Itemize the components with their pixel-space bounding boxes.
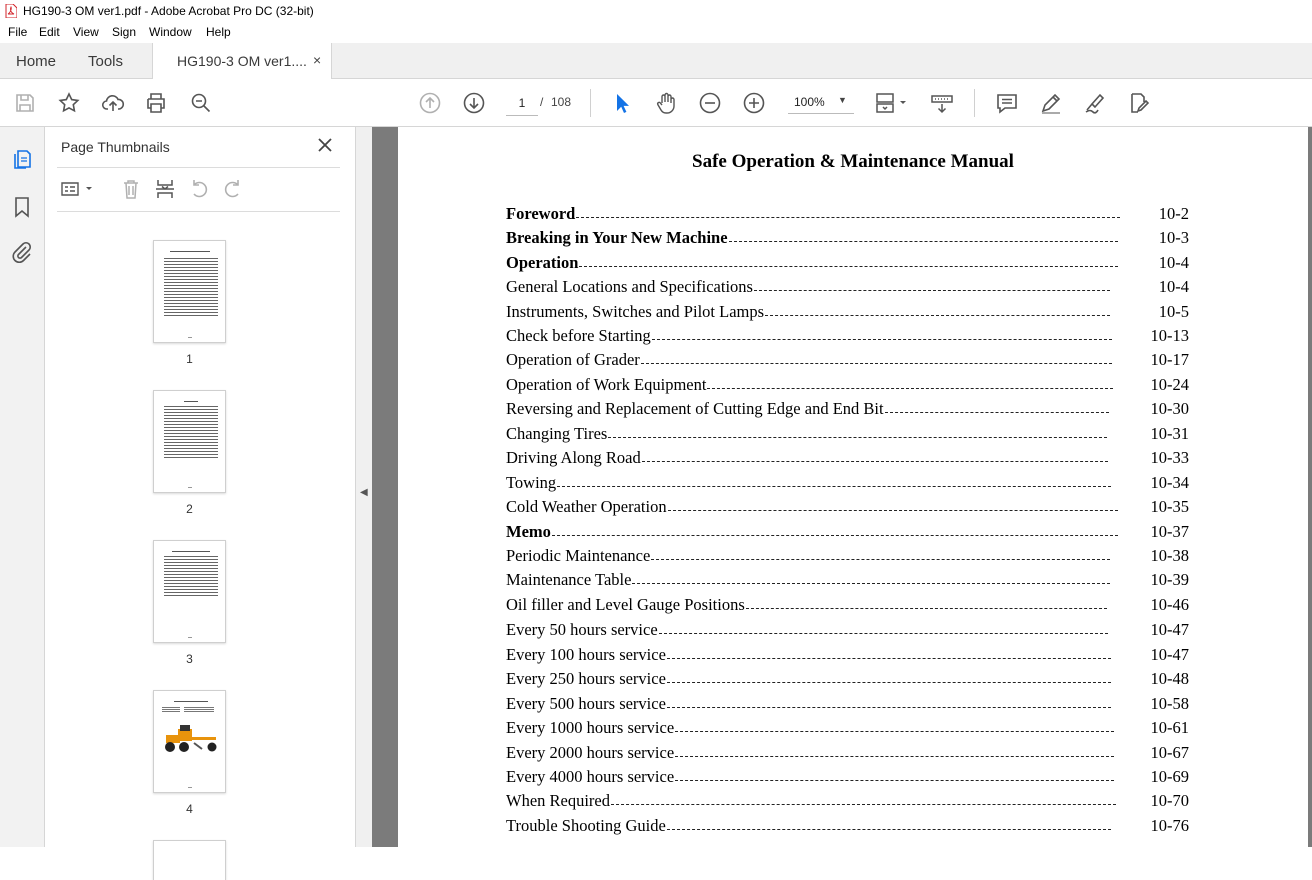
bookmark-star-icon[interactable] [57, 91, 81, 115]
toc-entry[interactable] [506, 424, 1206, 448]
toc-entry-page: 10-61 [1150, 718, 1189, 737]
toc-entry-label: Operation of Work Equipment [506, 375, 707, 394]
page-thumbnails-icon[interactable] [10, 147, 34, 171]
page-layout-icon[interactable] [874, 91, 910, 115]
toc-entry[interactable] [506, 767, 1206, 791]
toc-entry-label: Operation [506, 253, 579, 272]
main-toolbar [0, 79, 1312, 127]
edit-pdf-icon[interactable] [1126, 91, 1150, 115]
panel-splitter[interactable] [355, 127, 372, 847]
comment-icon[interactable] [995, 91, 1019, 115]
tab-bar [0, 43, 1312, 79]
toc-entry[interactable] [506, 595, 1206, 619]
toc-leader-dashes [667, 829, 1111, 830]
toc-entry-page: 10-70 [1150, 791, 1189, 810]
thumbnail-page-number: 4 [186, 802, 193, 816]
toc-entry[interactable] [506, 816, 1206, 840]
sign-icon[interactable] [1083, 91, 1107, 115]
toc-entry-label: Every 1000 hours service [506, 718, 675, 737]
toc-entry[interactable] [506, 448, 1206, 472]
toc-entry[interactable] [506, 302, 1206, 326]
toc-entry-label: Towing [506, 473, 557, 492]
toc-entry-label: Memo [506, 522, 551, 541]
hand-tool-icon[interactable] [654, 91, 678, 115]
grader-illustration [160, 721, 220, 755]
toc-leader-dashes [729, 241, 1118, 242]
toc-entry[interactable] [506, 277, 1206, 301]
toc-entry[interactable] [506, 645, 1206, 669]
toc-entry-page: 10-24 [1150, 375, 1189, 394]
title-bar [0, 0, 1312, 22]
window-title: HG190-3 OM ver1.pdf - Adobe Acrobat Pro DC (32-bit) [23, 4, 314, 18]
panel-title: Page Thumbnails [61, 139, 170, 155]
next-page-icon[interactable] [462, 91, 486, 115]
toc-entry[interactable] [506, 570, 1206, 594]
toc-entry-page: 10-47 [1150, 620, 1189, 639]
toc-leader-dashes [668, 510, 1118, 511]
toc-leader-dashes [667, 658, 1111, 659]
toc-leader-dashes [746, 608, 1107, 609]
menu-view[interactable]: View [73, 25, 99, 39]
toc-leader-dashes [652, 339, 1112, 340]
toc-entry-page: 10-46 [1150, 595, 1189, 614]
menu-sign[interactable]: Sign [112, 25, 137, 39]
toc-entry-label: Breaking in Your New Machine [506, 228, 728, 247]
page-thumbnail-5[interactable] [153, 840, 226, 880]
toc-entry[interactable] [506, 228, 1206, 252]
toc-entry[interactable] [506, 204, 1206, 228]
zoom-out-icon[interactable] [698, 91, 722, 115]
toc-leader-dashes [552, 535, 1118, 536]
menu-window[interactable]: Window [149, 25, 192, 39]
toc-leader-dashes [675, 780, 1114, 781]
toolbar-divider [590, 89, 591, 117]
menu-file[interactable]: File [8, 25, 28, 39]
upload-cloud-icon[interactable] [101, 91, 125, 115]
toc-leader-dashes [651, 559, 1110, 560]
zoom-level-dropdown[interactable] [788, 91, 854, 114]
toc-leader-dashes [608, 437, 1107, 438]
page-total: 108 [551, 95, 572, 109]
page-separator: / [540, 95, 544, 109]
toc-entry[interactable] [506, 326, 1206, 350]
previous-page-icon[interactable] [418, 91, 442, 115]
menu-edit[interactable]: Edit [39, 25, 60, 39]
toc-entry[interactable] [506, 718, 1206, 742]
tab-tools[interactable]: Tools [88, 53, 124, 70]
toc-entry-page: 10-69 [1150, 767, 1189, 786]
insert-pages-icon[interactable] [153, 177, 177, 201]
toc-entry[interactable] [506, 694, 1206, 718]
page-thumbnail-3[interactable] [153, 540, 226, 643]
toc-entry-page: 10-30 [1150, 399, 1189, 418]
thumbnail-page-number: 2 [186, 502, 193, 516]
page-thumbnail-1[interactable] [153, 240, 226, 343]
toc-entry-label: Periodic Maintenance [506, 546, 651, 565]
toc-leader-dashes [667, 682, 1111, 683]
toc-leader-dashes [642, 461, 1108, 462]
document-tab-title: HG190-3 OM ver1.... [177, 53, 307, 69]
page-number-input[interactable] [506, 91, 538, 116]
save-icon[interactable] [13, 91, 37, 115]
left-navigation-rail [0, 127, 45, 847]
toc-entry-page: 10-33 [1150, 448, 1189, 467]
page-thumbnail-2[interactable] [153, 390, 226, 493]
toc-leader-dashes [675, 731, 1114, 732]
print-icon[interactable] [144, 91, 168, 115]
rotate-clockwise-icon[interactable] [221, 177, 245, 201]
menu-help[interactable]: Help [206, 25, 231, 39]
highlight-pen-icon[interactable] [1039, 91, 1063, 115]
zoom-in-icon[interactable] [742, 91, 766, 115]
toc-entry-page: 10-47 [1150, 645, 1189, 664]
toc-entry-page: 10-2 [1158, 204, 1189, 223]
bookmarks-icon[interactable] [10, 195, 34, 219]
toc-leader-dashes [885, 412, 1109, 413]
document-title: Safe Operation & Maintenance Manual [692, 151, 1014, 172]
toc-entry-page: 10-5 [1158, 302, 1189, 321]
toc-entry[interactable] [506, 497, 1206, 521]
toc-entry[interactable] [506, 791, 1206, 815]
toc-entry-label: General Locations and Specifications [506, 277, 753, 296]
panel-divider [57, 211, 340, 212]
toc-entry-label: Maintenance Table [506, 570, 632, 589]
close-tab-icon[interactable]: × [313, 52, 322, 68]
toc-leader-dashes [632, 583, 1110, 584]
toc-entry-label: Every 4000 hours service [506, 767, 675, 786]
toc-entry-page: 10-35 [1150, 497, 1189, 516]
toc-entry-label: Every 50 hours service [506, 620, 658, 639]
toc-entry[interactable] [506, 350, 1206, 374]
scroll-mode-icon[interactable] [930, 91, 954, 115]
toc-entry[interactable] [506, 375, 1206, 399]
zoom-value: 100% [794, 95, 825, 109]
toc-leader-dashes [576, 217, 1120, 218]
toc-entry-label: Changing Tires [506, 424, 608, 443]
toc-leader-dashes [579, 266, 1118, 267]
toc-entry-label: Foreword [506, 204, 576, 223]
toc-leader-dashes [754, 290, 1110, 291]
menu-bar [0, 22, 1312, 43]
toc-entry[interactable] [506, 669, 1206, 693]
toc-entry-page: 10-34 [1150, 473, 1189, 492]
toc-entry-page: 10-48 [1150, 669, 1189, 688]
toc-entry-label: Instruments, Switches and Pilot Lamps [506, 302, 765, 321]
toc-entry[interactable] [506, 743, 1206, 767]
toc-leader-dashes [667, 707, 1111, 708]
delete-trash-icon[interactable] [119, 177, 143, 201]
toc-entry[interactable] [506, 253, 1206, 277]
tab-document[interactable] [152, 43, 332, 79]
toolbar-divider [974, 89, 975, 117]
toc-entry-label: Reversing and Replacement of Cutting Edge and End Bit [506, 399, 884, 418]
toc-entry-page: 10-37 [1150, 522, 1189, 541]
toc-entry-page: 10-58 [1150, 694, 1189, 713]
toc-entry-page: 10-4 [1158, 277, 1189, 296]
toc-entry[interactable] [506, 620, 1206, 644]
toc-entry-page: 10-39 [1150, 570, 1189, 589]
toc-leader-dashes [707, 388, 1113, 389]
acrobat-pdf-icon [5, 4, 17, 18]
close-icon[interactable] [315, 135, 335, 155]
toc-entry-page: 10-3 [1158, 228, 1189, 247]
page-thumbnail-4[interactable] [153, 690, 226, 793]
toc-entry-label: Oil filler and Level Gauge Positions [506, 595, 745, 614]
collapse-panel-arrow-icon[interactable]: ◀ [360, 487, 368, 498]
toc-entry-label: Operation of Grader [506, 350, 640, 369]
toc-entry-label: Driving Along Road [506, 448, 641, 467]
toc-entry-page: 10-17 [1150, 350, 1189, 369]
select-cursor-icon[interactable] [610, 91, 634, 115]
toc-entry-page: 10-4 [1158, 253, 1189, 272]
panel-divider [57, 167, 340, 168]
tab-home[interactable]: Home [16, 53, 57, 70]
toc-entry-label: Check before Starting [506, 326, 651, 345]
toc-leader-dashes [641, 363, 1112, 364]
toc-entry[interactable] [506, 473, 1206, 497]
pdf-page [398, 127, 1308, 847]
toc-entry-page: 10-13 [1150, 326, 1189, 345]
rotate-counterclockwise-icon[interactable] [187, 177, 211, 201]
toc-leader-dashes [765, 315, 1110, 316]
toc-entry-label: Every 100 hours service [506, 645, 666, 664]
toc-entry[interactable] [506, 546, 1206, 570]
search-icon[interactable] [189, 91, 213, 115]
toc-entry-page: 10-76 [1150, 816, 1189, 835]
toc-leader-dashes [611, 804, 1116, 805]
toc-leader-dashes [675, 756, 1114, 757]
toc-entry-label: Every 250 hours service [506, 669, 666, 688]
toc-entry-page: 10-38 [1150, 546, 1189, 565]
attachments-paperclip-icon[interactable] [10, 240, 34, 264]
toc-entry-label: Cold Weather Operation [506, 497, 667, 516]
toc-entry-page: 10-67 [1150, 743, 1189, 762]
document-view[interactable] [372, 127, 1312, 847]
toc-entry-label: Trouble Shooting Guide [506, 816, 666, 835]
toc-leader-dashes [557, 486, 1111, 487]
chevron-down-icon: ▼ [838, 95, 847, 105]
toc-entry[interactable] [506, 399, 1206, 423]
toc-entry-page: 10-31 [1150, 424, 1189, 443]
toc-leader-dashes [659, 633, 1108, 634]
toc-entry[interactable] [506, 522, 1206, 546]
thumbnail-page-number: 1 [186, 352, 193, 366]
toc-entry-label: Every 2000 hours service [506, 743, 675, 762]
thumbnail-options-menu-icon[interactable] [59, 177, 95, 201]
thumbnail-page-number: 3 [186, 652, 193, 666]
toc-entry-label: Every 500 hours service [506, 694, 666, 713]
page-thumbnails-panel [45, 127, 355, 847]
toc-entry-label: When Required [506, 791, 611, 810]
